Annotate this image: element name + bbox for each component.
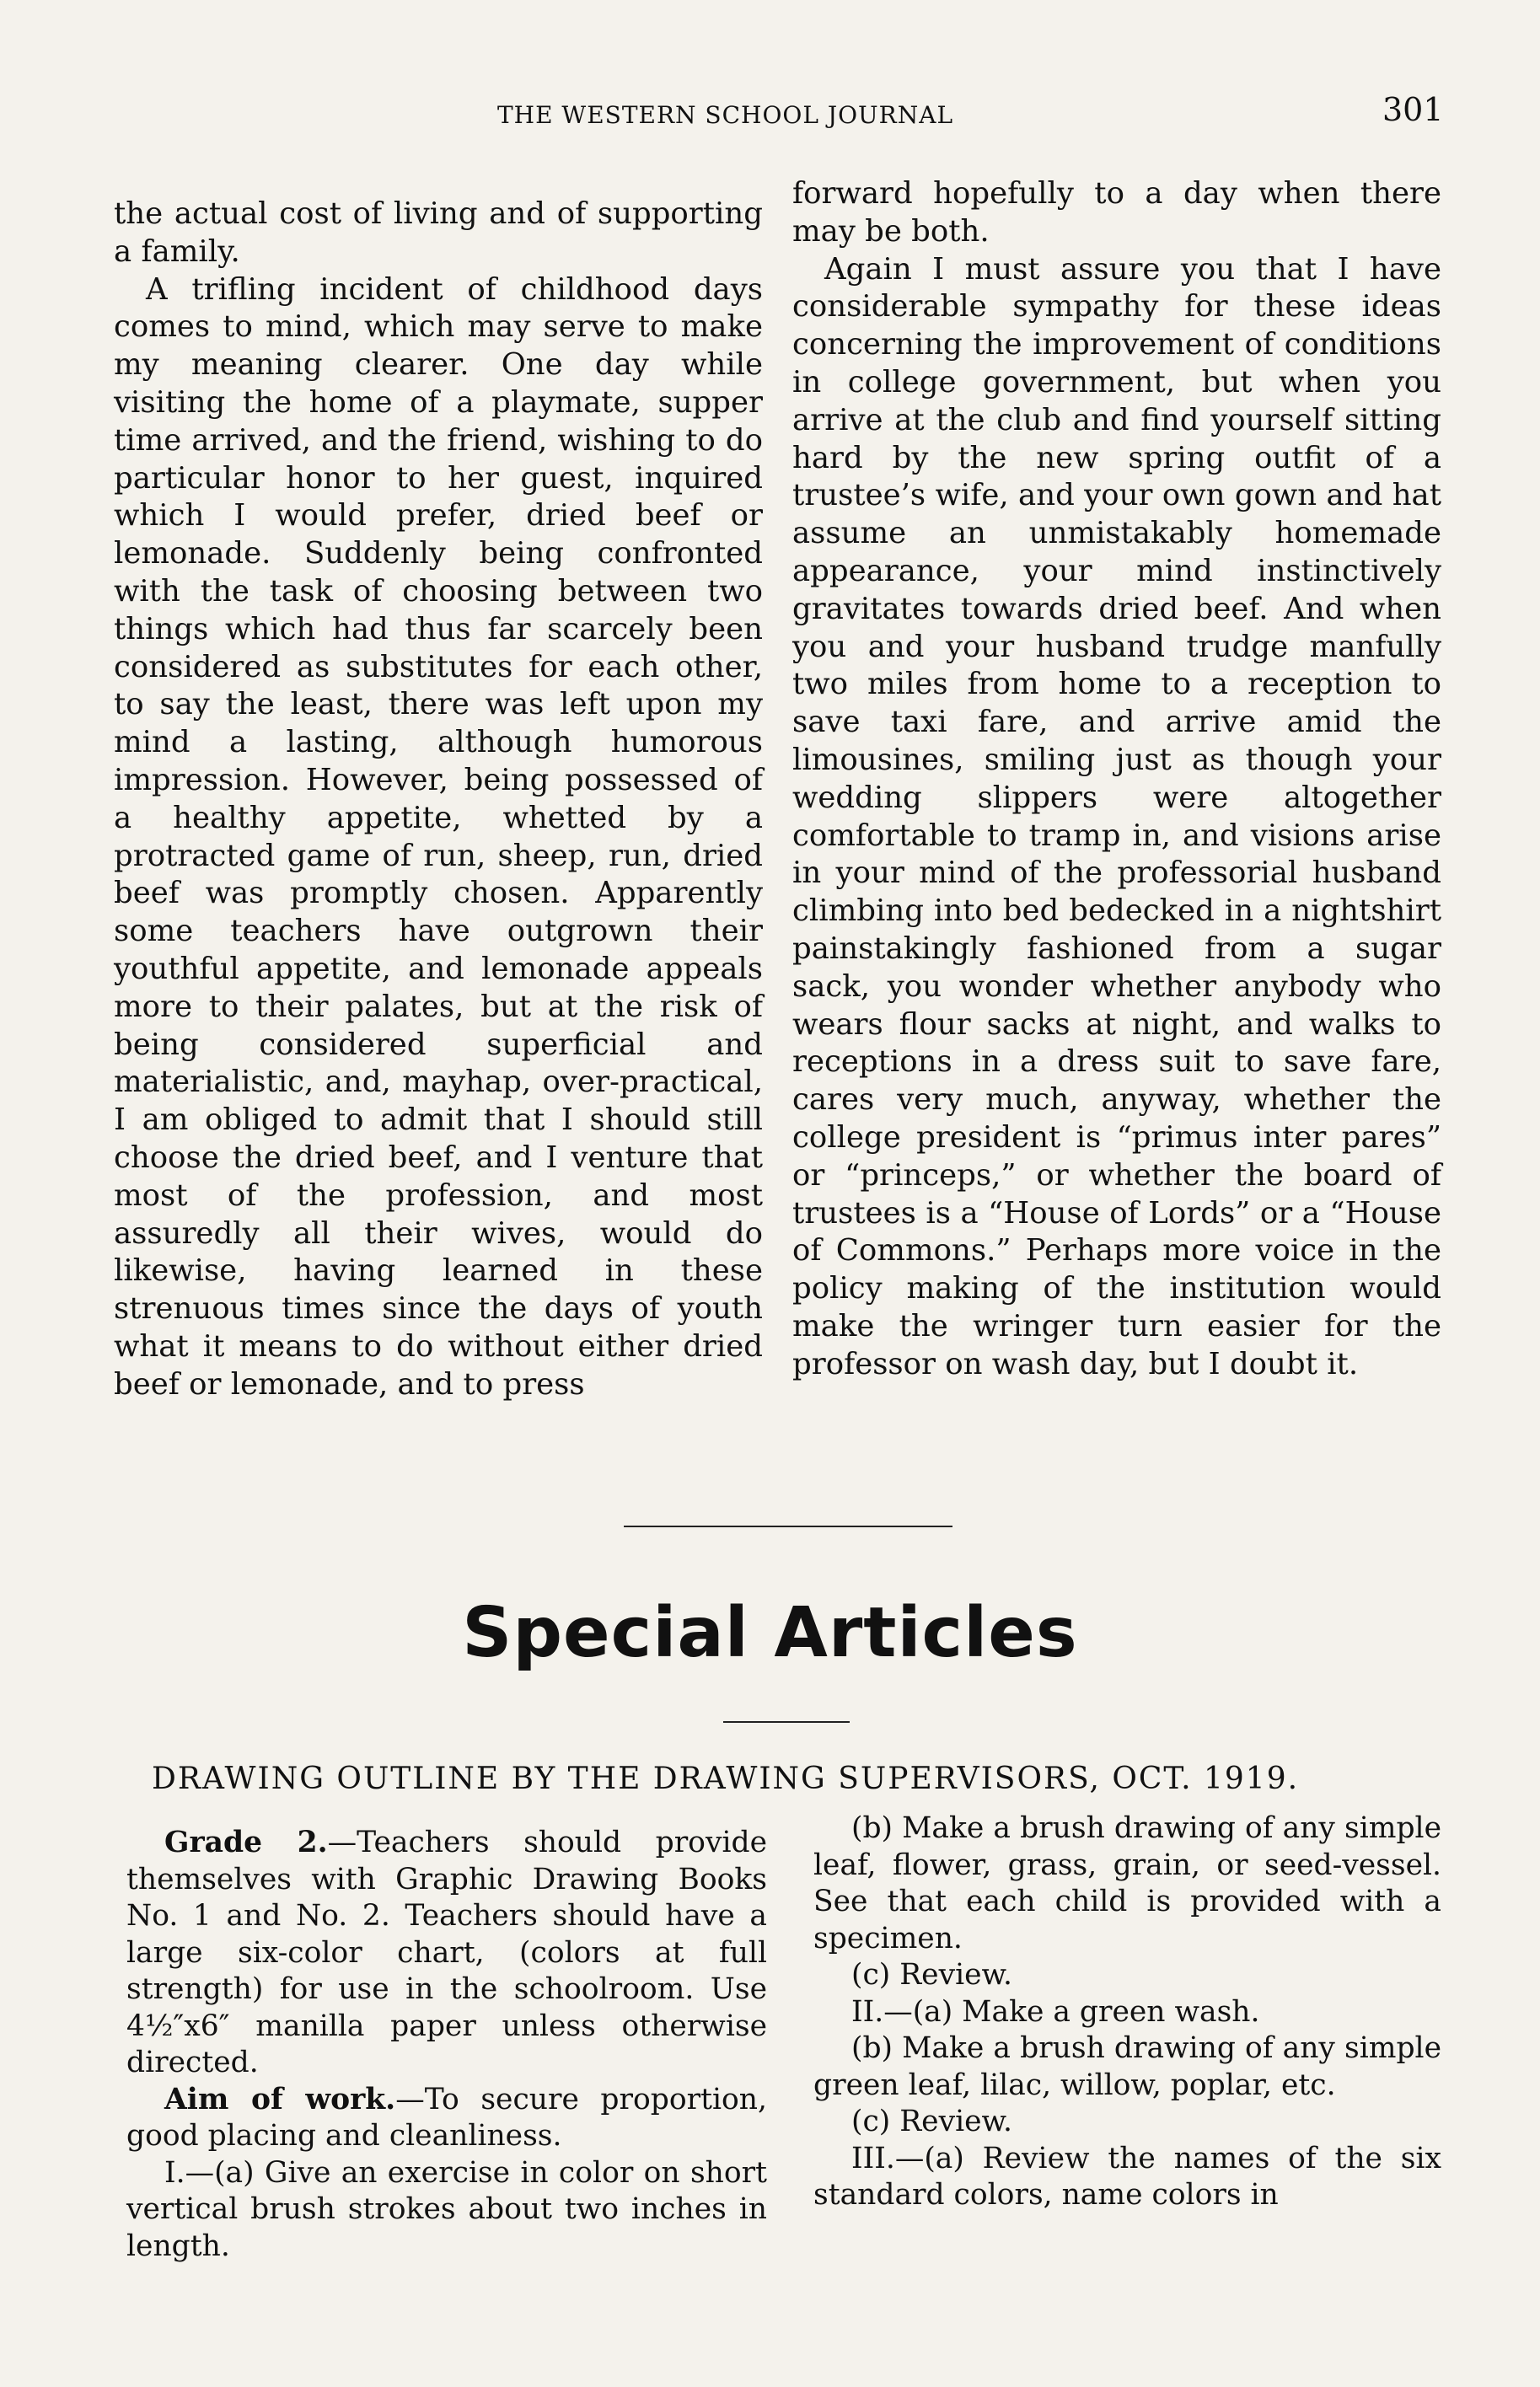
list-item: II.—(a) Make a green wash. bbox=[851, 1994, 1260, 2029]
article-title: DRAWING OUTLINE BY THE DRAWING SUPERVISORS, OCT. 1919. bbox=[152, 1762, 1300, 1796]
paragraph: A trifling incident of childhood days comes to mind, which may serve to make my meaning clearer. One day while visiting the home of a playmate, supper time arrived, and the friend, wishing to do particular honor to her guest, inquired which I would prefer, dried beef or lemonade. Suddenly being confronted with the task of choosing between two things which had thus far scarcely been considered as substitutes for each other, to say the least, there was left upon my mind a lasting, although humorous impression. However, being possessed of a healthy appetite, whetted by a protracted game of run, sheep, run, dried beef was promptly chosen. Apparently some teachers have outgrown their youthful appetite, and lemonade appeals more to their palates, but at the risk of being considered superficial and materialistic, and, mayhap, over-practical, I am obliged to admit that I should still choose the dried beef, and I venture that most of the profession, and most assuredly all their wives, would do likewise, having learned in these strenuous times since the days of youth what it means to do without either dried beef or lemonade, and to press bbox=[114, 271, 763, 1402]
list-item: (b) Make a brush drawing of any simple leaf, flower, grass, grain, or seed-vessel. See that each child is provided with a specimen. bbox=[813, 1811, 1441, 1955]
paragraph bbox=[126, 2082, 767, 2155]
grade-label: Grade 2. bbox=[164, 1826, 328, 1859]
list-item: (b) Make a brush drawing of any simple green leaf, lilac, willow, poplar, etc. bbox=[813, 2031, 1441, 2102]
aim-text: —To secure proportion, good placing and cleanliness. bbox=[126, 2082, 767, 2153]
list-item: (c) Review. bbox=[851, 1958, 1012, 1992]
list-item: I.—(a) Give an exercise in color on short vertical brush strokes about two inches in length. bbox=[126, 2155, 767, 2263]
left-column-article bbox=[126, 1825, 767, 2265]
running-head: THE WESTERN SCHOOL JOURNAL bbox=[497, 101, 954, 129]
aim-label: Aim of work. bbox=[164, 2082, 396, 2116]
list-item: (c) Review. bbox=[851, 2105, 1012, 2138]
page-number: 301 bbox=[1382, 91, 1444, 128]
paragraph: Again I must assure you that I have considerable sympathy for these ideas concerning the improvement of conditions in college government, but when you arrive at the club and find yourself sitting hard by the new spring outfit of a trustee’s wife, and your own gown and hat assume an unmistakably homemade appearance, your mind instinctively gravitates towards dried beef. And when you and your husband trudge manfully two miles from home to a reception to save taxi fare, and arrive amid the limousines, smiling just as though your wedding slippers were altogether comfortable to tramp in, and visions arise in your mind of the professorial husband climbing into bed bedecked in a nightshirt painstakingly fashioned from a sugar sack, you wonder whether anybody who wears flour sacks at night, and walks to receptions in a dress suit to save fare, cares very much, anyway, whether the college president is “primus inter pares” or “princeps,” or whether the board of trustees is a “House of Lords” or a “House of Commons.” Perhaps more voice in the policy making of the institution would make the wringer turn easier for the professor on wash day, but I doubt it. bbox=[792, 251, 1441, 1381]
right-column-top bbox=[792, 175, 1441, 1384]
section-title: Special Articles bbox=[462, 1593, 1078, 1673]
paragraph bbox=[126, 1825, 767, 2082]
list-item: III.—(a) Review the names of the six standard colors, name colors in bbox=[813, 2141, 1441, 2212]
section-divider bbox=[624, 1526, 952, 1527]
paragraph: forward hopefully to a day when there may be both. bbox=[792, 176, 1441, 249]
left-column-top bbox=[114, 196, 763, 1404]
grade-text: —Teachers should provide themselves with Graphic Drawing Books No. 1 and No. 2. Teachers should have a large six-color chart, (colors at full strength) for use in the schoolroom. Use 4½″x6″ manilla paper unless otherwise directed. bbox=[126, 1826, 767, 2079]
paragraph: the actual cost of living and of supporting a family. bbox=[114, 196, 763, 269]
right-column-article bbox=[813, 1810, 1441, 2214]
title-underline bbox=[723, 1721, 850, 1723]
